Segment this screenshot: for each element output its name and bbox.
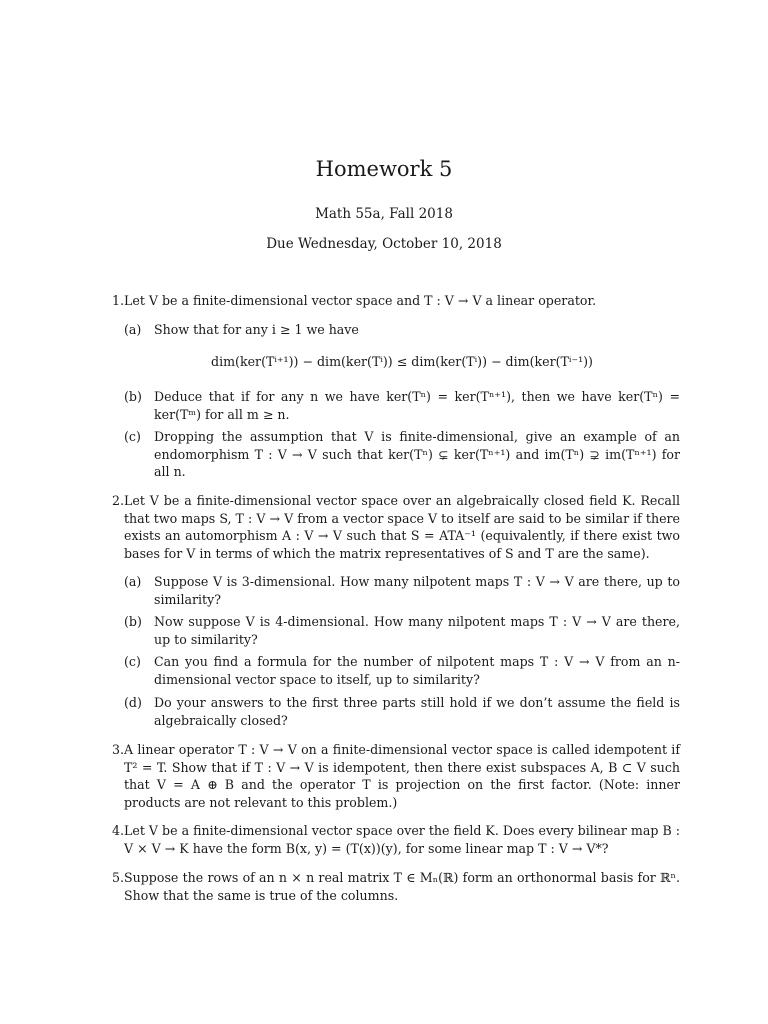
part-text: Suppose V is 3-dimensional. How many nilpotent maps T : V → V are there, up to similarity? <box>154 574 680 607</box>
problem-text: A linear operator T : V → V on a finite-dimensional vector space is called idempotent if T² = T. Show that if T : V → V is idempotent, then there exist subspaces A, B ⊂ V such that V = A ⊕ B and the operator T is projection on the first factor. (Note: inner products are not relevant to this problem.) <box>124 742 680 810</box>
part-text: Dropping the assumption that V is finite-dimensional, give an example of an endomorphism T : V → V such that ker(Tⁿ) ⊊ ker(Tⁿ⁺¹) and im(Tⁿ) ⊋ im(Tⁿ⁺¹) for all n. <box>154 429 680 480</box>
display-equation: dim(ker(Tⁱ⁺¹)) − dim(ker(Tⁱ)) ≤ dim(ker(Tⁱ)) − dim(ker(Tⁱ⁻¹)) <box>211 354 593 369</box>
page-title: Homework 5 <box>315 157 453 181</box>
problem-1-part-a <box>124 321 680 339</box>
problem-number: 1. <box>111 293 124 308</box>
problem-1-part-b <box>124 388 680 423</box>
problem-5 <box>104 869 680 904</box>
problem-1-part-c <box>124 428 680 481</box>
course-subtitle: Math 55a, Fall 2018 <box>315 206 453 222</box>
problem-1 <box>104 292 680 310</box>
part-label: (a) <box>124 322 142 337</box>
problem-text: Let V be a finite-dimensional vector space over an algebraically closed field K. Recall that two maps S, T : V → V from a vector space V to itself are said to be similar if there exists an automorphism A : V → V such that S = ATA⁻¹ (equivalently, if there exist two bases for V in terms of which the matrix representatives of S and T are the same). <box>124 493 680 561</box>
part-label: (b) <box>124 389 142 404</box>
part-text: Now suppose V is 4-dimensional. How many nilpotent maps T : V → V are there, up to similarity? <box>154 614 680 647</box>
problem-text: Let V be a finite-dimensional vector space and T : V → V a linear operator. <box>124 293 597 308</box>
part-text: Show that for any i ≥ 1 we have <box>154 322 359 337</box>
problem-number: 3. <box>111 742 124 757</box>
part-label: (c) <box>124 654 141 669</box>
due-date: Due Wednesday, October 10, 2018 <box>266 236 502 252</box>
problem-number: 2. <box>111 493 124 508</box>
part-text: Do your answers to the first three parts still hold if we don’t assume the field is algebraically closed? <box>154 695 680 728</box>
problem-4 <box>104 822 680 857</box>
problem-2-part-b <box>124 613 680 648</box>
part-text: Deduce that if for any n we have ker(Tⁿ) = ker(Tⁿ⁺¹), then we have ker(Tⁿ) = ker(Tᵐ) for all m ≥ n. <box>154 389 680 422</box>
problem-2-part-a <box>124 573 680 608</box>
problem-number: 4. <box>111 823 124 838</box>
problem-text: Suppose the rows of an n × n real matrix T ∈ Mₙ(ℝ) form an orthonormal basis for ℝⁿ. Show that the same is true of the columns. <box>124 870 680 903</box>
part-text: Can you find a formula for the number of nilpotent maps T : V → V from an n-dimensional vector space to itself, up to similarity? <box>154 654 680 687</box>
problem-2-part-d <box>124 694 680 729</box>
part-label: (c) <box>124 429 141 444</box>
problem-number: 5. <box>111 870 124 885</box>
problem-2 <box>104 492 680 562</box>
problem-3 <box>104 741 680 811</box>
part-label: (b) <box>124 614 142 629</box>
part-label: (d) <box>124 695 142 710</box>
problem-text: Let V be a finite-dimensional vector space over the field K. Does every bilinear map B : V × V → K have the form B(x, y) = (T(x))(y), for some linear map T : V → V*? <box>124 823 680 856</box>
part-label: (a) <box>124 574 142 589</box>
problem-2-part-c <box>124 653 680 688</box>
